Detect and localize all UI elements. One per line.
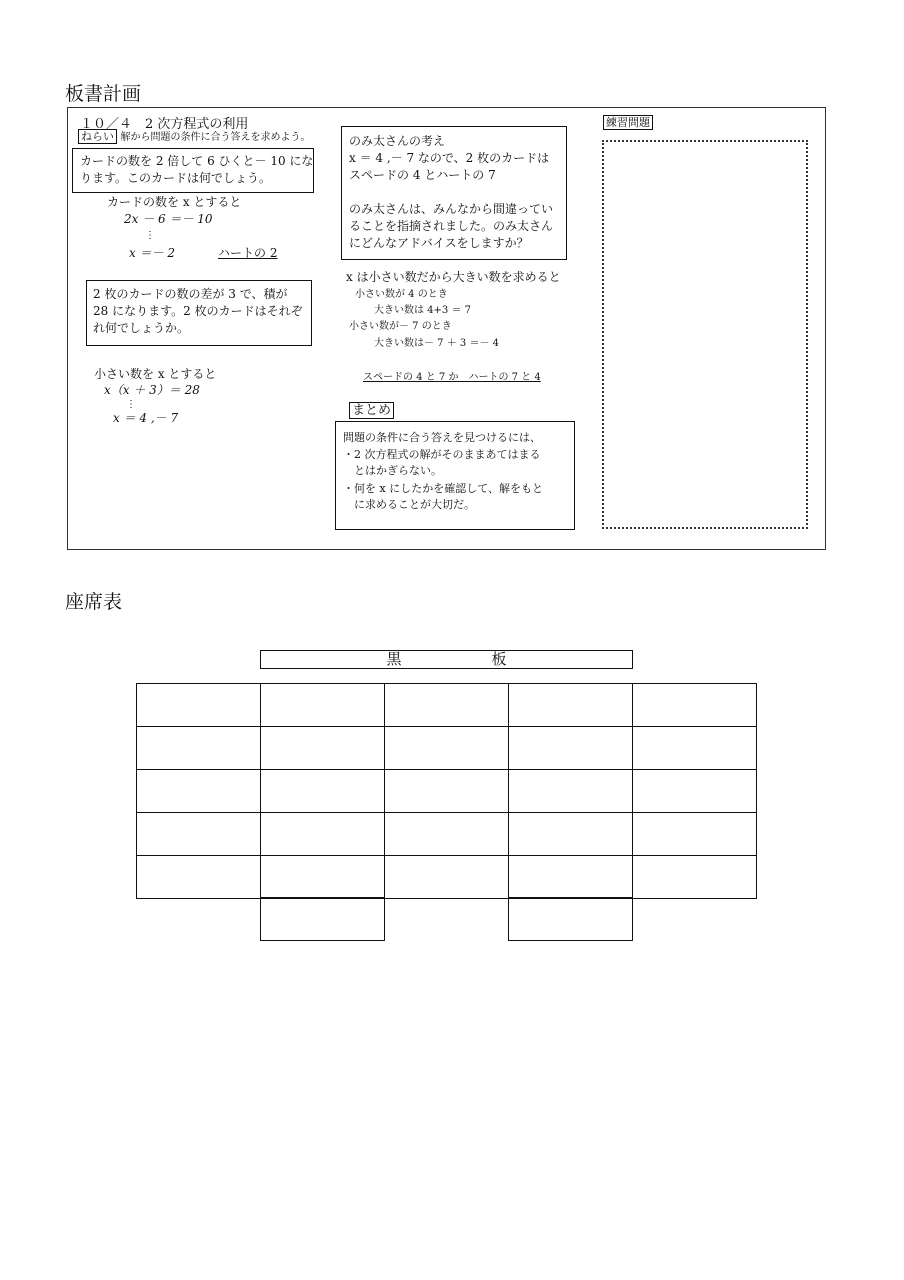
seat [508,855,633,899]
seat [384,683,509,727]
problem2-line-2: 28 になります。2 枚のカードはそれぞ [93,304,303,318]
answer2: スペードの 4 と 7 か ハートの 7 と 4 [363,372,541,383]
nomita-line-1: のみ太さんの考え [349,134,446,148]
aim-text: 解から問題の条件に合う答えを求めよう。 [120,132,311,143]
seat [260,683,385,727]
seat [136,683,261,727]
seat [136,812,261,856]
nomita-line-6: ることを指摘されました。のみ太さん [349,219,554,233]
reasoning-line-4: 小さい数が－ 7 のとき [349,321,452,332]
board-plan-heading: 板書計画 [65,83,142,105]
summary-line-5: に求めることが大切だ。 [343,498,475,511]
seat [508,726,633,770]
seat [632,683,757,727]
seat [632,769,757,813]
practice-label [603,115,653,131]
solution2-line-4: x ＝ 4 ,－ 7 [113,411,179,425]
problem1-line-1: カードの数を 2 倍して 6 ひくと－ 10 にな [80,154,314,168]
problem2-line-3: れ何でしょうか。 [93,321,190,335]
summary-line-3: とはかぎらない。 [343,464,442,477]
reasoning-line-3: 大きい数は 4+3 ＝ 7 [374,305,472,316]
blackboard-label: 黒 板 [386,650,507,668]
solution1-line-4: x ＝－ 2 [129,246,176,260]
seat [632,812,757,856]
seat [260,726,385,770]
nomita-line-5: のみ太さんは、みんなから間違ってい [349,202,554,216]
solution2-line-1: 小さい数を x とすると [94,367,217,381]
seat [508,812,633,856]
reasoning-line-5: 大きい数は－ 7 ＋ 3 ＝－ 4 [374,338,499,349]
seat [508,683,633,727]
summary-label [349,399,394,418]
seat [260,769,385,813]
seat [136,726,261,770]
summary-line-2: ・2 次方程式の解がそのままあてはまる [343,448,541,461]
nomita-line-3: スペードの 4 とハートの 7 [349,168,496,182]
seat [384,812,509,856]
answer1: ハートの 2 [218,246,278,260]
seat [260,812,385,856]
seat [632,726,757,770]
seat [632,855,757,899]
summary-label-text: まとめ [349,402,394,419]
summary-line-1: 問題の条件に合う答えを見つけるには、 [343,431,541,444]
seat [384,769,509,813]
seat [508,769,633,813]
practice-label-text: 練習問題 [603,115,653,130]
reasoning-line-1: x は小さい数だから大きい数を求めると [346,270,561,284]
seat [260,855,385,899]
solution1-ellipsis: ⋮ [145,230,155,241]
solution2-ellipsis: ⋮ [126,399,136,410]
seat [136,855,261,899]
solution1-line-2: 2x － 6 ＝－ 10 [124,212,213,226]
problem2-line-1: 2 枚のカードの数の差が 3 で、積が [93,287,288,301]
solution2-line-2: x（x ＋ 3）＝ 28 [104,383,200,397]
seating-chart-heading: 座席表 [65,591,123,613]
seat [384,855,509,899]
seat [384,726,509,770]
practice-area [602,140,808,529]
reasoning-line-2: 小さい数が 4 のとき [355,289,448,300]
seat [508,897,633,941]
summary-line-4: ・何を x にしたかを確認して、解をもと [343,482,543,495]
date-title: １０／４ 2 次方程式の利用 [80,117,249,132]
aim-label: ねらい [78,129,117,144]
problem1-line-2: ります。このカードは何でしょう。 [80,171,272,185]
solution1-line-1: カードの数を x とすると [107,195,242,209]
seat [260,897,385,941]
nomita-line-2: x ＝ 4 ,－ 7 なので、2 枚のカードは [349,151,550,165]
aim-line [78,129,311,146]
nomita-line-7: にどんなアドバイスをしますか？ [349,236,529,250]
seat [136,769,261,813]
